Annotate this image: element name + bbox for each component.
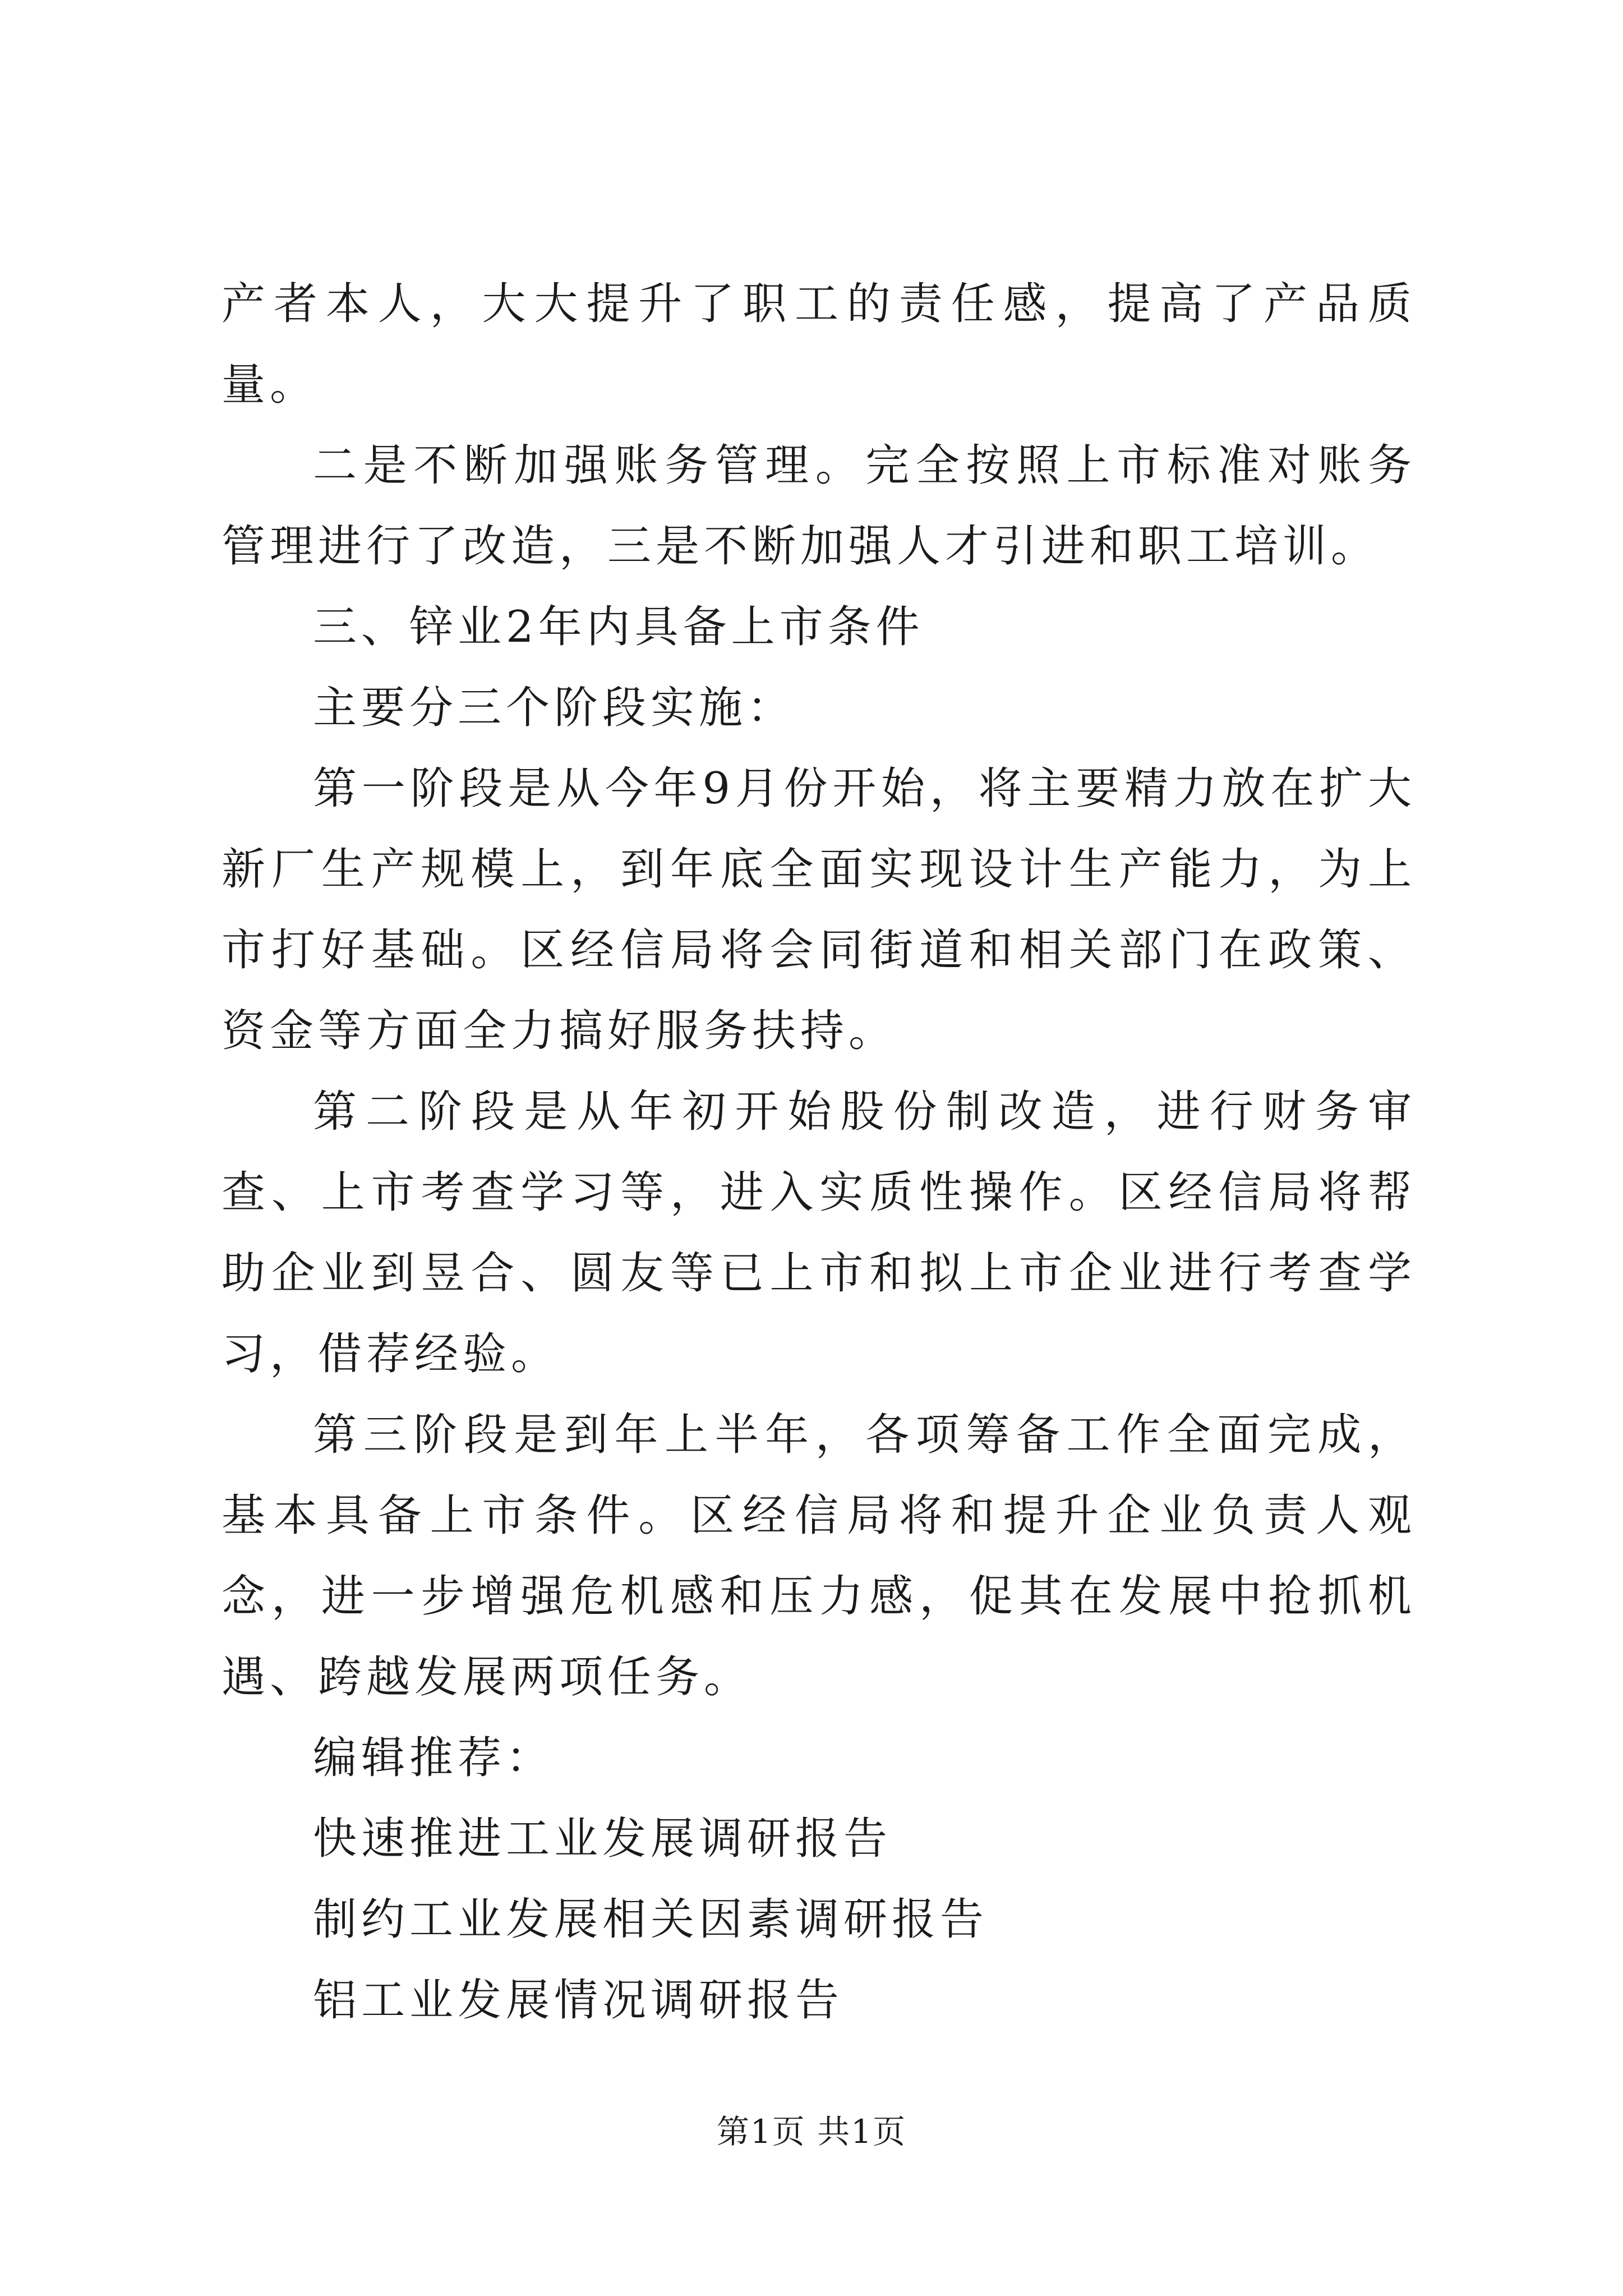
document-body <box>222 264 1416 2041</box>
paragraph-phases-intro: 主要分三个阶段实施： <box>313 683 796 733</box>
paragraph-accounting: 二是不断加强账务管理。完全按照上市标准对账务管理进行了改造，三是不断加强人才引进和职工培训。 <box>222 440 1416 572</box>
paragraph-phase-two: 第二阶段是从年初开始股份制改造，进行财务审查、上市考查学习等，进入实质性操作。区经信局将帮助企业到昱合、圆友等已上市和拟上市企业进行考查学习，借荐经验。 <box>222 1087 1416 1379</box>
recommend-link-3[interactable]: 铝工业发展情况调研报告 <box>313 1975 844 2026</box>
recommend-link-1[interactable]: 快速推进工业发展调研报告 <box>313 1814 892 1864</box>
paragraph-continuation: 产者本人，大大提升了职工的责任感，提高了产品质量。 <box>222 279 1416 410</box>
section-heading-listing: 三、锌业2年内具备上市条件 <box>313 602 924 652</box>
recommend-link-2[interactable]: 制约工业发展相关因素调研报告 <box>313 1894 989 1945</box>
recommend-heading: 编辑推荐： <box>313 1733 555 1783</box>
paragraph-phase-three: 第三阶段是到年上半年，各项筹备工作全面完成，基本具备上市条件。区经信局将和提升企业负责人观念，进一步增强危机感和压力感，促其在发展中抢抓机遇、跨越发展两项任务。 <box>222 1410 1416 1703</box>
paragraph-phase-one: 第一阶段是从今年9月份开始，将主要精力放在扩大新厂生产规模上，到年底全面实现设计生产能力，为上市打好基础。区经信局将会同街道和相关部门在政策、资金等方面全力搞好服务扶持。 <box>222 763 1416 1056</box>
page-number-footer: 第1页 共1页 <box>716 2113 907 2151</box>
